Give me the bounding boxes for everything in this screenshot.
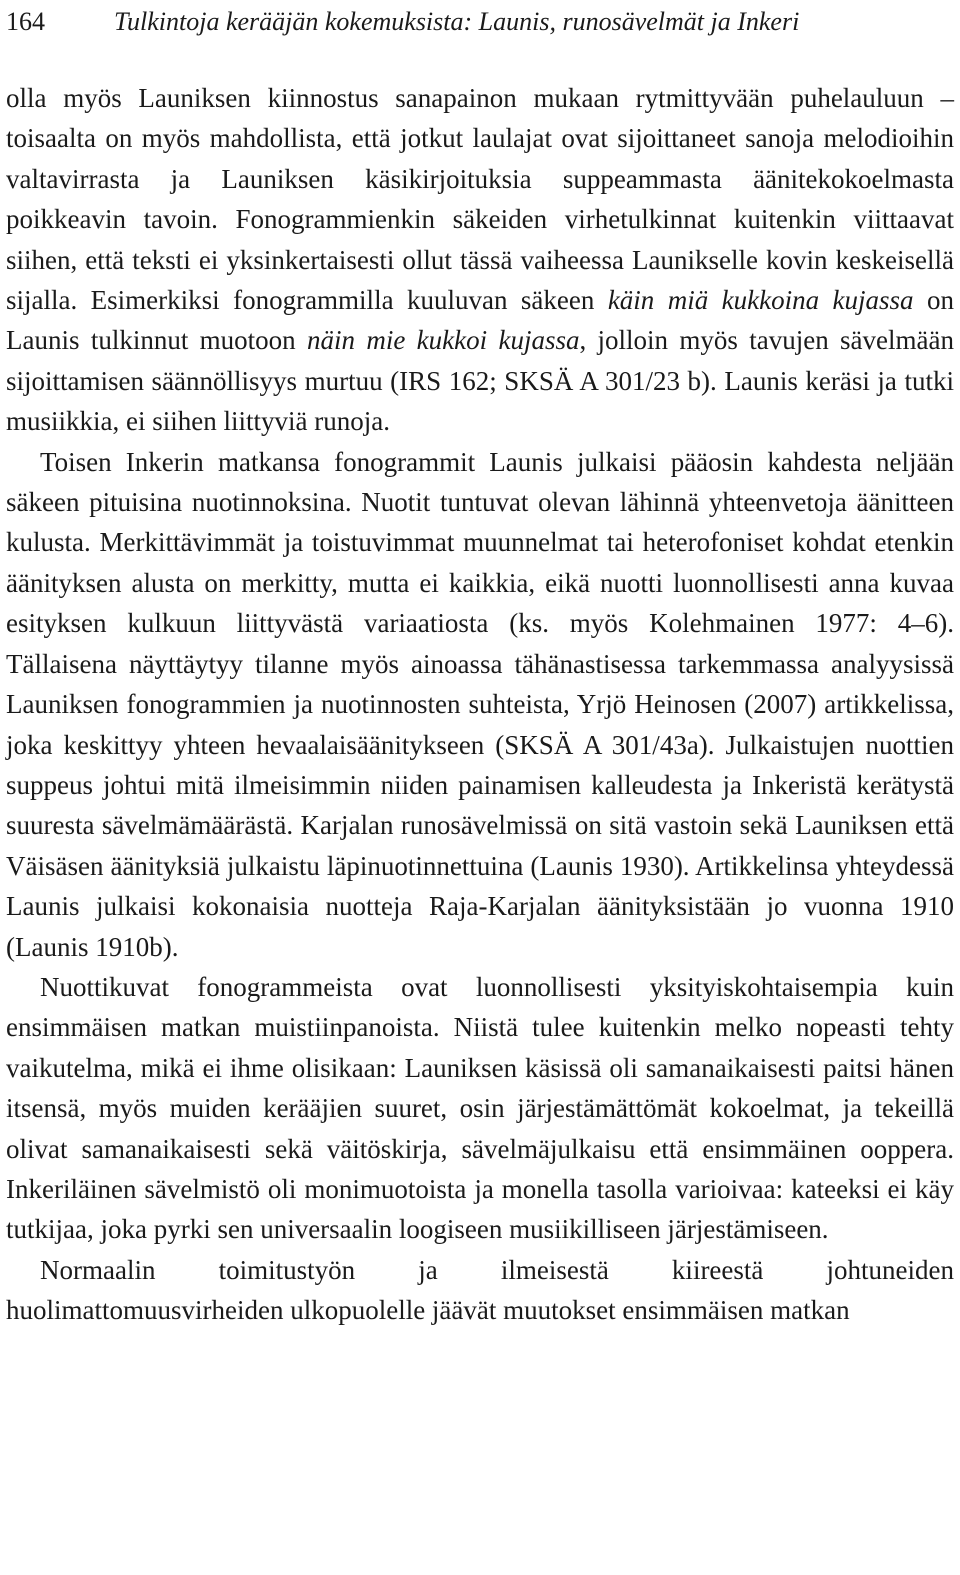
running-head: [6, 2, 954, 42]
paragraph-3: Nuottikuvat fonogrammeista ovat luonnollisesti yksityiskohtaisempia kuin ensimmäisen matkan muistiinpanoista. Niistä tulee kuitenkin melko nopeasti tehty vaikutelma, mikä ei ihme olisikaan: Launiksen käsissä oli samanaikaisesti paitsi hänen itsensä, myös muiden kerääjien suuret, osin järjestämättömät kokoelmat, ja tekeillä olivat samanaikaisesti sekä väitöskirja, sävelmäjulkaisu että ensimmäinen ooppera. Inkeriläinen sävelmistö oli monimuotoista ja monella tasolla varioivaa: kateeksi ei käy tutkijaa, joka pyrki sen universaalin loogiseen musiikilliseen järjestämiseen.: [6, 971, 954, 1245]
paragraph-1: [6, 78, 954, 442]
paragraph-4: Normaalin toimitustyön ja ilmeisestä kiireestä johtuneiden huolimattomuusvirheiden ulkopuolelle jäävät muutokset ensimmäisen matkan: [6, 1254, 954, 1326]
paragraph-1-text-a: olla myös Launiksen kiinnostus sanapainon mukaan rytmittyvään puhelauluun – toisaalta on myös mahdollista, että jotkut laulajat ovat sijoittaneet sanoja melodioihin valtavirrasta ja Launiksen käsikirjoituksia suppeammasta äänitekokoelmasta poikkeavin tavoin. Fonogrammienkin säkeiden virhetulkinnat kuitenkin viittaavat siihen, että teksti ei yksinkertaisesti ollut tässä vaiheessa Launikselle kovin keskeisellä sijalla. Esimerkiksi fonogrammilla kuuluvan säkeen: [6, 83, 954, 316]
body-text: [6, 78, 954, 1331]
paragraph-2: Toisen Inkerin matkansa fonogrammit Launis julkaisi pääosin kahdesta neljään säkeen pituisina nuotinnoksina. Nuotit tuntuvat olevan lähinnä yhteenvetoja äänitteen kulusta. Merkittävimmät ja toistuvimmat muunnelmat tai heterofoniset kohdat etenkin äänityksen alusta on merkitty, mutta ei kaikkia, eikä nuotti luonnollisesti anna kuvaa esityksen kulkuun liittyvästä variaatiosta (ks. myös Kolehmainen 1977: 4–6). Tällaisena näyttäytyy tilanne myös ainoassa tähänastisessa tarkemmassa analyysissä Launiksen fonogrammien ja nuotinnosten suhteista, Yrjö Heinosen (2007) artikkelissa, joka keskittyy yhteen hevaalaisäänitykseen (SKSÄ A 301/43a). Julkaistujen nuottien suppeus johtui mitä ilmeisimmin niiden painamisen kalleudesta ja Inkeristä kerätystä suuresta sävelmämäärästä. Karjalan runosävelmissä on sitä vastoin sekä Launiksen että Väisäsen äänityksiä julkaistu läpinuotinnettuina (Launis 1930). Artikkelinsa yhteydessä Launis julkaisi kokonaisia nuotteja Raja-Karjalan äänityksistään jo vuonna 1910 (Launis 1910b).: [6, 446, 954, 962]
book-page: [6, 0, 954, 1331]
quoted-verse-original: käin miä kukkoina kujassa: [607, 285, 914, 316]
page-number: 164: [6, 7, 45, 36]
paragraph-1-text-c: , jolloin myös tavujen sävelmään sijoittamisen säännöllisyys murtuu (IRS 162; SKSÄ A 301/23 b). Launis keräsi ja tutki musiikkia, ei siihen liittyviä runoja.: [6, 325, 954, 437]
paragraph-1-text-b: on Launis tulkinnut muotoon: [6, 285, 954, 356]
running-title: Tulkintoja kerääjän kokemuksista: Launis, runosävelmät ja Inkeri: [114, 7, 800, 36]
quoted-verse-transcribed: näin mie kukkoi kujassa: [307, 325, 580, 356]
